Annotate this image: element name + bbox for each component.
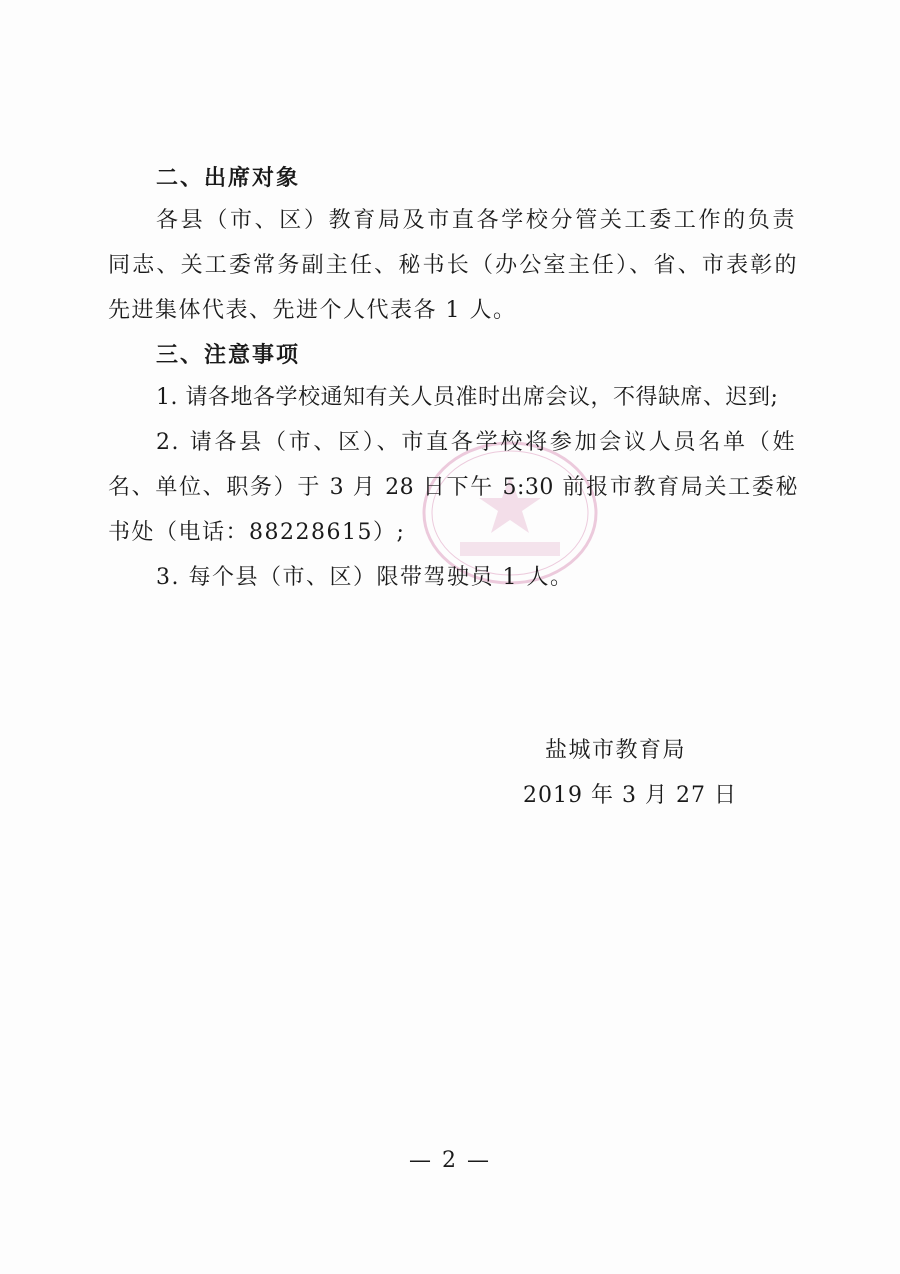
paragraph-line: 同志、关工委常务副主任、秘书长（办公室主任）、省、市表彰的 <box>108 253 798 278</box>
paragraph-line: 各县（市、区）教育局及市直各学校分管关工委工作的负责 <box>156 208 796 233</box>
section-heading-attendees: 二、出席对象 <box>156 166 301 191</box>
page-number: — 2 — <box>409 1148 491 1173</box>
paragraph-line: 先进集体代表、先进个人代表各 1 人。 <box>108 298 517 323</box>
notice-item-2-line: 名、单位、职务）于 3 月 28 日下午 5:30 前报市教育局关工委秘 <box>108 475 798 500</box>
notice-item-1: 1. 请各地各学校通知有关人员准时出席会议，不得缺席、迟到; <box>156 385 779 410</box>
signature-date: 2019 年 3 月 27 日 <box>523 783 737 808</box>
signature-organization: 盐城市教育局 <box>545 738 687 763</box>
notice-item-2-line: 2. 请各县（市、区）、市直各学校将参加会议人员名单（姓 <box>156 430 796 455</box>
section-heading-notes: 三、注意事项 <box>156 343 301 368</box>
notice-item-2-line: 书处（电话：88228615）; <box>108 520 406 545</box>
notice-item-3: 3. 每个县（市、区）限带驾驶员 1 人。 <box>156 565 574 590</box>
